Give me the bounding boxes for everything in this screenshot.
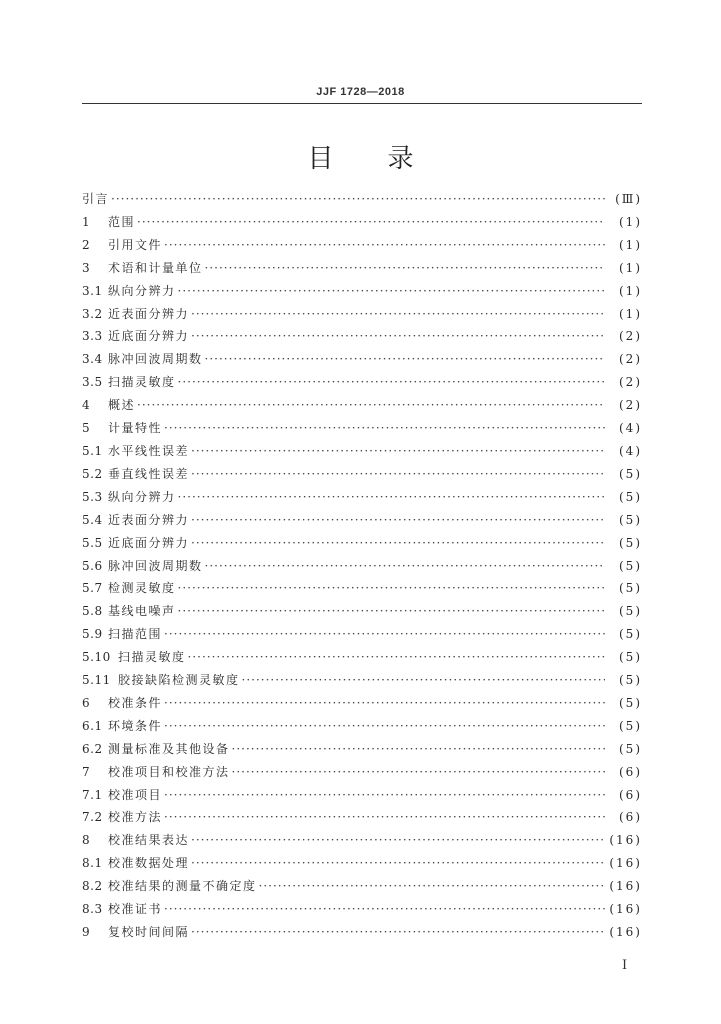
toc-entry[interactable]: [82, 280, 642, 303]
toc-entry[interactable]: [82, 829, 642, 852]
toc-entry-title: 校准证书: [108, 902, 163, 917]
toc-entry-page: (16): [609, 879, 642, 894]
toc-entry-number: 7.1: [82, 787, 103, 802]
toc-entry[interactable]: [82, 669, 642, 692]
toc-entry[interactable]: [82, 440, 642, 463]
toc-entry-page: (1): [619, 283, 642, 298]
toc-entry-number: 3.3: [82, 329, 103, 344]
toc-entry-number: 8.3: [82, 902, 103, 917]
toc-entry[interactable]: [82, 555, 642, 578]
toc-entry[interactable]: [82, 394, 642, 417]
toc-entry-page: (5): [619, 673, 642, 688]
toc-entry[interactable]: [82, 371, 642, 394]
toc-entry-number: 2: [82, 237, 91, 252]
toc-entry-page: (5): [619, 581, 642, 596]
toc-dot-leader: [164, 784, 605, 807]
toc-entry-page: (Ⅲ): [615, 192, 642, 206]
toc-entry-title: 复校时间间隔: [108, 925, 190, 939]
toc-entry-title: 环境条件: [108, 718, 163, 733]
toc-entry-page: (5): [619, 535, 642, 550]
toc-entry-number: 3.4: [82, 352, 103, 367]
toc-entry-page: (16): [609, 833, 642, 848]
toc-entry-number: 6.1: [82, 718, 103, 733]
toc-entry[interactable]: [82, 509, 642, 532]
toc-entry-page: (5): [619, 512, 642, 527]
toc-entry-title: 近表面分辨力: [108, 306, 190, 321]
toc-dot-leader: [111, 188, 605, 211]
toc-entry-number: 5.8: [82, 604, 103, 619]
toc-entry-page: (16): [609, 925, 642, 939]
toc-entry[interactable]: [82, 348, 642, 371]
toc-entry-page: (2): [619, 398, 642, 413]
toc-entry[interactable]: [82, 852, 642, 875]
toc-entry-page: (1): [619, 306, 642, 321]
toc-entry-page: (4): [619, 421, 642, 436]
toc-dot-leader: [191, 852, 605, 875]
toc-dot-leader: [232, 761, 605, 784]
toc-entry-title: 近底面分辨力: [108, 535, 190, 550]
toc-entry-number: 5.9: [82, 627, 103, 642]
toc-entry-number: 5.11: [82, 673, 111, 688]
toc-dot-leader: [191, 325, 605, 348]
toc-entry[interactable]: [82, 715, 642, 738]
toc-entry-page: (1): [619, 237, 642, 252]
toc-entry-title: 近底面分辨力: [108, 329, 190, 344]
toc-entry-number: 4: [82, 398, 91, 413]
header-rule: [82, 103, 642, 104]
toc-entry-title: 术语和计量单位: [108, 260, 203, 275]
toc-entry-page: (5): [619, 604, 642, 619]
toc-entry-title: 水平线性误差: [108, 443, 190, 458]
toc-entry[interactable]: [82, 898, 642, 921]
toc-entry-page: (2): [619, 375, 642, 390]
toc-entry-title: 近表面分辨力: [108, 512, 190, 527]
toc-entry-number: 6.2: [82, 741, 103, 756]
toc-entry-number: 5.6: [82, 558, 103, 573]
toc-entry-page: (2): [619, 352, 642, 367]
toc-entry[interactable]: [82, 692, 642, 715]
toc-entry-title: 校准数据处理: [108, 856, 190, 871]
toc-entry[interactable]: [82, 463, 642, 486]
toc-entry[interactable]: [82, 875, 642, 898]
toc-dot-leader: [178, 280, 605, 303]
toc-entry-title: 校准方法: [108, 810, 163, 825]
toc-entry[interactable]: [82, 532, 642, 555]
toc-entry-page: (5): [619, 695, 642, 710]
toc-dot-leader: [178, 600, 605, 623]
toc-entry-number: 5.3: [82, 489, 103, 504]
toc-entry-page: (5): [619, 627, 642, 642]
toc-entry-number: 5.5: [82, 535, 103, 550]
toc-entry-page: (5): [619, 466, 642, 481]
toc-entry-title: 计量特性: [108, 421, 163, 436]
toc-entry-title: 范围: [108, 214, 136, 229]
toc-entry[interactable]: [82, 623, 642, 646]
toc-entry[interactable]: [82, 257, 642, 280]
toc-dot-leader: [164, 898, 605, 921]
toc-entry-page: (5): [619, 558, 642, 573]
toc-entry-number: 5.1: [82, 443, 103, 458]
toc-entry-page: (5): [619, 718, 642, 733]
toc-dot-leader: [191, 440, 605, 463]
toc-entry-page: (6): [619, 810, 642, 825]
toc-entry-title: 基线电噪声: [108, 604, 176, 619]
toc-dot-leader: [205, 257, 605, 280]
toc-entry[interactable]: [82, 577, 642, 600]
toc-entry-title: 纵向分辨力: [108, 283, 176, 298]
toc-entry[interactable]: [82, 417, 642, 440]
toc-entry[interactable]: [82, 761, 642, 784]
toc-entry-page: (16): [609, 902, 642, 917]
toc-entry-number: 8: [82, 833, 91, 848]
toc-entry-number: 5.2: [82, 466, 103, 481]
toc-dot-leader: [259, 875, 605, 898]
toc-dot-leader: [164, 234, 605, 257]
toc-entry-page: (5): [619, 650, 642, 665]
toc-entry-title: 检测灵敏度: [108, 581, 176, 596]
toc-dot-leader: [164, 692, 605, 715]
page-number: I: [622, 958, 628, 973]
toc-dot-leader: [232, 738, 605, 761]
toc-entry[interactable]: [82, 806, 642, 829]
toc-dot-leader: [191, 303, 605, 326]
toc-dot-leader: [178, 371, 605, 394]
toc-dot-leader: [191, 509, 605, 532]
toc-dot-leader: [164, 715, 605, 738]
toc-entry-page: (16): [609, 856, 642, 871]
toc-entry[interactable]: [82, 234, 642, 257]
toc-entry-title: 校准项目: [108, 787, 163, 802]
toc-entry-number: 9: [82, 925, 91, 939]
page-title: 目录: [307, 144, 468, 174]
toc-dot-leader: [178, 486, 605, 509]
toc-entry-number: 3: [82, 260, 91, 275]
toc-entry-title: 校准项目和校准方法: [108, 764, 230, 779]
toc-entry-title: 测量标准及其他设备: [108, 741, 230, 756]
toc-entry-title: 校准条件: [108, 695, 163, 710]
toc-entry-title: 扫描灵敏度: [118, 650, 186, 665]
toc-entry-page: (1): [619, 214, 642, 229]
toc-dot-leader: [205, 555, 605, 578]
toc-entry[interactable]: [82, 188, 642, 211]
toc-entry[interactable]: [82, 784, 642, 807]
toc-entry-page: (5): [619, 489, 642, 504]
toc-entry-number: 6: [82, 695, 91, 710]
toc-dot-leader: [191, 921, 605, 944]
toc-dot-leader: [188, 646, 605, 669]
toc-entry-number: 8.2: [82, 879, 103, 894]
toc-entry[interactable]: [82, 646, 642, 669]
toc-dot-leader: [137, 211, 605, 234]
standard-code-header: JJF 1728—2018: [316, 86, 405, 98]
toc-entry-title: 概述: [108, 398, 136, 413]
table-of-contents: [82, 188, 642, 944]
toc-entry-title: 校准结果的测量不确定度: [108, 879, 257, 894]
toc-entry-title: 校准结果表达: [108, 833, 190, 848]
toc-entry-title: 扫描范围: [108, 627, 163, 642]
toc-entry-number: 7: [82, 764, 91, 779]
toc-dot-leader: [164, 417, 605, 440]
toc-dot-leader: [205, 348, 605, 371]
toc-dot-leader: [191, 829, 605, 852]
toc-entry-number: 3.1: [82, 283, 103, 298]
toc-entry-number: 5: [82, 421, 91, 436]
toc-entry-title: 引言: [82, 192, 110, 206]
toc-dot-leader: [191, 463, 605, 486]
toc-dot-leader: [242, 669, 605, 692]
toc-entry[interactable]: [82, 211, 642, 234]
toc-entry-title: 脉冲回波周期数: [108, 352, 203, 367]
toc-entry[interactable]: [82, 921, 642, 944]
toc-entry-number: 5.7: [82, 581, 103, 596]
toc-dot-leader: [191, 532, 605, 555]
toc-entry-title: 脉冲回波周期数: [108, 558, 203, 573]
toc-entry-number: 7.2: [82, 810, 103, 825]
toc-entry-title: 胶接缺陷检测灵敏度: [118, 673, 240, 688]
toc-entry-page: (6): [619, 764, 642, 779]
toc-entry-number: 5.10: [82, 650, 111, 665]
toc-entry-page: (2): [619, 329, 642, 344]
toc-entry-number: 5.4: [82, 512, 103, 527]
toc-dot-leader: [164, 806, 605, 829]
toc-entry-page: (6): [619, 787, 642, 802]
toc-entry-number: 3.2: [82, 306, 103, 321]
toc-entry-number: 3.5: [82, 375, 103, 390]
toc-entry-number: 8.1: [82, 856, 103, 871]
toc-entry[interactable]: [82, 325, 642, 348]
toc-dot-leader: [164, 623, 605, 646]
toc-entry-title: 引用文件: [108, 237, 163, 252]
toc-entry-title: 扫描灵敏度: [108, 375, 176, 390]
toc-entry-title: 垂直线性误差: [108, 466, 190, 481]
toc-entry-title: 纵向分辨力: [108, 489, 176, 504]
toc-entry-page: (5): [619, 741, 642, 756]
toc-entry[interactable]: [82, 486, 642, 509]
toc-entry[interactable]: [82, 303, 642, 326]
toc-entry-page: (4): [619, 443, 642, 458]
toc-entry-page: (1): [619, 260, 642, 275]
toc-dot-leader: [178, 577, 605, 600]
toc-dot-leader: [137, 394, 605, 417]
toc-entry[interactable]: [82, 600, 642, 623]
toc-entry[interactable]: [82, 738, 642, 761]
toc-entry-number: 1: [82, 214, 91, 229]
